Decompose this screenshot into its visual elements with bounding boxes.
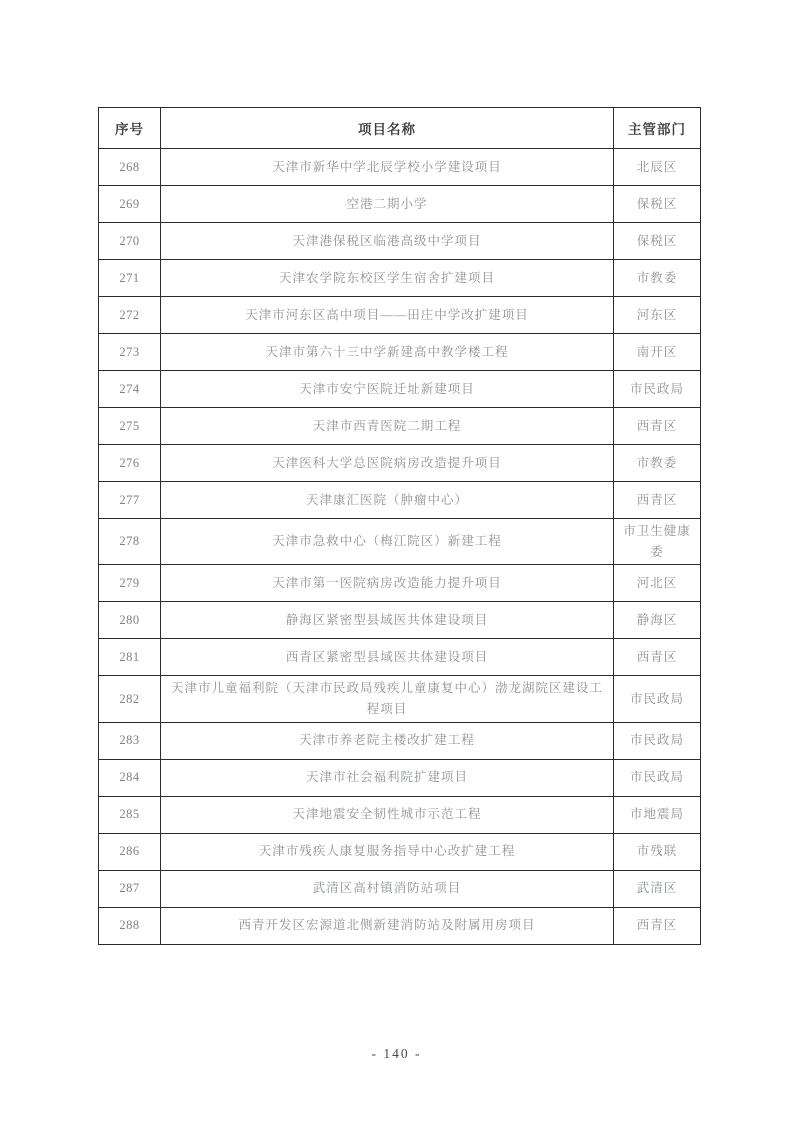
table-row: [99, 796, 701, 833]
row-number-cell: 273: [99, 334, 161, 371]
table-row: [99, 676, 701, 722]
department-cell: 静海区: [614, 602, 701, 639]
page-number: - 140 -: [371, 1046, 422, 1061]
department-cell: 南开区: [614, 334, 701, 371]
row-number-cell: 287: [99, 870, 161, 907]
project-name-cell: 天津市西青医院二期工程: [161, 408, 614, 445]
table-row: [99, 639, 701, 676]
project-name-cell: 静海区紧密型县域医共体建设项目: [161, 602, 614, 639]
department-cell: 河东区: [614, 297, 701, 334]
column-header-project-name: 项目名称: [161, 108, 614, 149]
row-number-cell: 281: [99, 639, 161, 676]
project-name-cell: 天津康汇医院（肿瘤中心）: [161, 482, 614, 519]
projects-table: [98, 107, 701, 945]
table-row: [99, 722, 701, 759]
row-number-cell: 269: [99, 186, 161, 223]
project-name-cell: 西青开发区宏源道北侧新建消防站及附属用房项目: [161, 907, 614, 944]
project-name-cell: 天津农学院东校区学生宿舍扩建项目: [161, 260, 614, 297]
table-row: [99, 833, 701, 870]
project-name-cell: 天津地震安全韧性城市示范工程: [161, 796, 614, 833]
project-name-cell: 天津市养老院主楼改扩建工程: [161, 722, 614, 759]
project-name-cell: 天津市残疾人康复服务指导中心改扩建工程: [161, 833, 614, 870]
department-cell: 武清区: [614, 870, 701, 907]
table-row: [99, 260, 701, 297]
department-cell: 河北区: [614, 565, 701, 602]
column-header-department: 主管部门: [614, 108, 701, 149]
row-number-cell: 270: [99, 223, 161, 260]
department-cell: 西青区: [614, 408, 701, 445]
department-cell: 西青区: [614, 639, 701, 676]
project-name-cell: 天津市儿童福利院（天津市民政局残疾儿童康复中心）渤龙湖院区建设工程项目: [161, 676, 614, 722]
table-row: [99, 565, 701, 602]
table-row: [99, 223, 701, 260]
row-number-cell: 277: [99, 482, 161, 519]
project-name-cell: 天津市安宁医院迁址新建项目: [161, 371, 614, 408]
row-number-cell: 274: [99, 371, 161, 408]
department-cell: 市教委: [614, 260, 701, 297]
table-row: [99, 334, 701, 371]
table-row: [99, 907, 701, 944]
row-number-cell: 275: [99, 408, 161, 445]
row-number-cell: 280: [99, 602, 161, 639]
project-name-cell: 天津市河东区高中项目——田庄中学改扩建项目: [161, 297, 614, 334]
project-name-cell: 武清区高村镇消防站项目: [161, 870, 614, 907]
department-cell: 市民政局: [614, 722, 701, 759]
row-number-cell: 283: [99, 722, 161, 759]
table-row: [99, 759, 701, 796]
row-number-cell: 268: [99, 149, 161, 186]
table-row: [99, 482, 701, 519]
department-cell: 市残联: [614, 833, 701, 870]
department-cell: 市民政局: [614, 371, 701, 408]
table-row: [99, 149, 701, 186]
row-number-cell: 282: [99, 676, 161, 722]
project-name-cell: 西青区紧密型县域医共体建设项目: [161, 639, 614, 676]
department-cell: 保税区: [614, 186, 701, 223]
department-cell: 西青区: [614, 482, 701, 519]
column-header-index: 序号: [99, 108, 161, 149]
row-number-cell: 278: [99, 519, 161, 565]
project-name-cell: 天津市第一医院病房改造能力提升项目: [161, 565, 614, 602]
department-cell: 市民政局: [614, 676, 701, 722]
department-cell: 市卫生健康委: [614, 519, 701, 565]
table-row: [99, 408, 701, 445]
project-name-cell: 空港二期小学: [161, 186, 614, 223]
table-row: [99, 445, 701, 482]
row-number-cell: 271: [99, 260, 161, 297]
department-cell: 保税区: [614, 223, 701, 260]
department-cell: 市教委: [614, 445, 701, 482]
project-name-cell: 天津市第六十三中学新建高中教学楼工程: [161, 334, 614, 371]
project-name-cell: 天津市急救中心（梅江院区）新建工程: [161, 519, 614, 565]
project-name-cell: 天津市新华中学北辰学校小学建设项目: [161, 149, 614, 186]
table-row: [99, 519, 701, 565]
table-row: [99, 602, 701, 639]
table-header-row: [99, 108, 701, 149]
table-body: [99, 149, 701, 945]
table-row: [99, 371, 701, 408]
row-number-cell: 284: [99, 759, 161, 796]
row-number-cell: 276: [99, 445, 161, 482]
row-number-cell: 286: [99, 833, 161, 870]
row-number-cell: 272: [99, 297, 161, 334]
table-row: [99, 186, 701, 223]
department-cell: 北辰区: [614, 149, 701, 186]
project-name-cell: 天津市社会福利院扩建项目: [161, 759, 614, 796]
project-name-cell: 天津港保税区临港高级中学项目: [161, 223, 614, 260]
row-number-cell: 279: [99, 565, 161, 602]
department-cell: 市民政局: [614, 759, 701, 796]
row-number-cell: 288: [99, 907, 161, 944]
department-cell: 西青区: [614, 907, 701, 944]
project-name-cell: 天津医科大学总医院病房改造提升项目: [161, 445, 614, 482]
table-row: [99, 870, 701, 907]
row-number-cell: 285: [99, 796, 161, 833]
department-cell: 市地震局: [614, 796, 701, 833]
table-row: [99, 297, 701, 334]
